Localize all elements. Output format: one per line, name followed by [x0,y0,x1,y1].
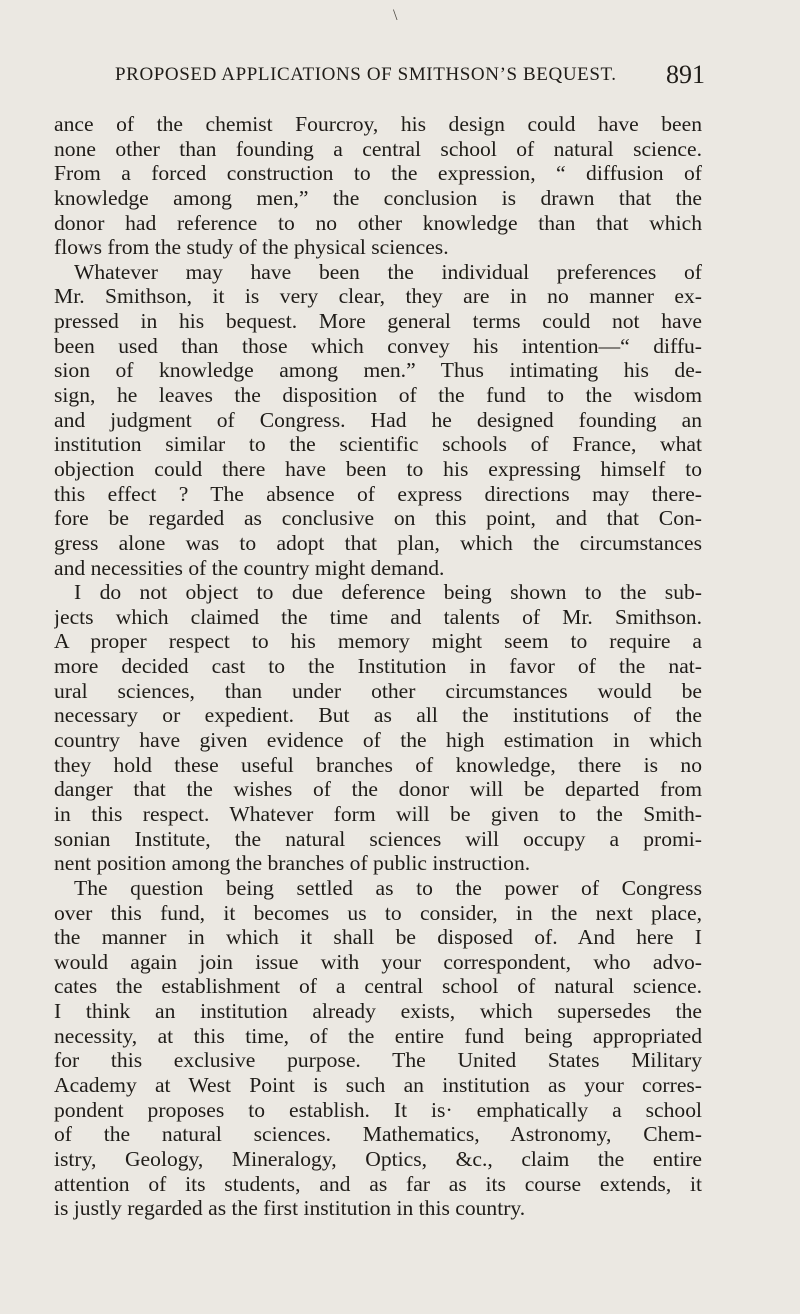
text-line: cates the establishment of a central school of natural science. [54,974,702,999]
text-line: more decided cast to the Institution in favor of the nat- [54,654,702,679]
text-line: institution similar to the scientific schools of France, what [54,432,702,457]
text-line: donor had reference to no other knowledge than that which [54,210,702,235]
text-line: flows from the study of the physical sciences. [54,235,449,260]
running-title: PROPOSED APPLICATIONS OF SMITHSON’S BEQUEST. [115,64,617,85]
text-line: danger that the wishes of the donor will be departed from [54,777,702,802]
text-line: and necessities of the country might demand. [54,555,445,580]
text-line: knowledge among men,” the conclusion is drawn that the [54,185,702,210]
text-line: been used than those which convey his intention—“ diffu- [54,333,702,358]
text-line: ural sciences, than under other circumstances would be [54,678,702,703]
text-line: they hold these useful branches of knowledge, there is no [54,752,702,777]
text-line: in this respect. Whatever form will be given to the Smith- [54,801,702,826]
text-line: necessary or expedient. But as all the institutions of the [54,703,702,728]
text-line: would again join issue with your correspondent, who advo- [54,949,702,974]
text-line: sonian Institute, the natural sciences will occupy a promi- [54,826,702,851]
text-line: the manner in which it shall be disposed of. And here I [54,925,702,950]
text-line: and judgment of Congress. Had he designed founding an [54,407,702,432]
text-line: for this exclusive purpose. The United States Military [54,1048,702,1073]
text-line: I think an institution already exists, which supersedes the [54,999,702,1024]
body-text [54,112,702,1221]
text-line: necessity, at this time, of the entire fund being appropriated [54,1023,702,1048]
text-line: jects which claimed the time and talents of Mr. Smithson. [54,604,702,629]
text-line: ance of the chemist Fourcroy, his design could have been [54,112,702,136]
text-line: From a forced construction to the expression, “ diffusion of [54,161,702,186]
text-line: The question being settled as to the power of Congress [74,875,702,900]
text-line: pressed in his bequest. More general terms could not have [54,309,702,334]
text-line: Mr. Smithson, it is very clear, they are in no manner ex- [54,284,702,309]
text-line: country have given evidence of the high estimation in which [54,728,702,753]
text-line: nent position among the branches of public instruction. [54,851,531,876]
text-line: none other than founding a central school of natural science. [54,136,702,161]
text-line: fore be regarded as conclusive on this point, and that Con- [54,506,702,531]
text-line: is justly regarded as the first institution in this country. [54,1196,526,1221]
text-line: I do not object to due deference being shown to the sub- [74,580,702,605]
text-line: istry, Geology, Mineralogy, Optics, &c., claim the entire [54,1146,702,1171]
text-line: Whatever may have been the individual preferences of [74,259,702,284]
text-line: gress alone was to adopt that plan, which the circumstances [54,530,702,555]
text-line: Academy at West Point is such an institution as your corres- [54,1072,702,1097]
text-line: over this fund, it becomes us to consider, in the next place, [54,900,702,925]
text-line: sion of knowledge among men.” Thus intimating his de- [54,358,702,383]
text-line: of the natural sciences. Mathematics, Astronomy, Chem- [54,1122,702,1147]
text-line: sign, he leaves the disposition of the fund to the wisdom [54,383,702,408]
text-line: objection could there have been to his expressing himself to [54,456,702,481]
page-number: 891 [666,60,705,89]
text-line: A proper respect to his memory might seem to require a [54,629,702,654]
running-head [115,60,705,90]
margin-mark: \ [393,7,398,24]
text-line: pondent proposes to establish. It is· emphatically a school [54,1097,702,1122]
text-line: this effect ? The absence of express directions may there- [54,481,702,506]
text-line: attention of its students, and as far as its course extends, it [54,1171,702,1196]
